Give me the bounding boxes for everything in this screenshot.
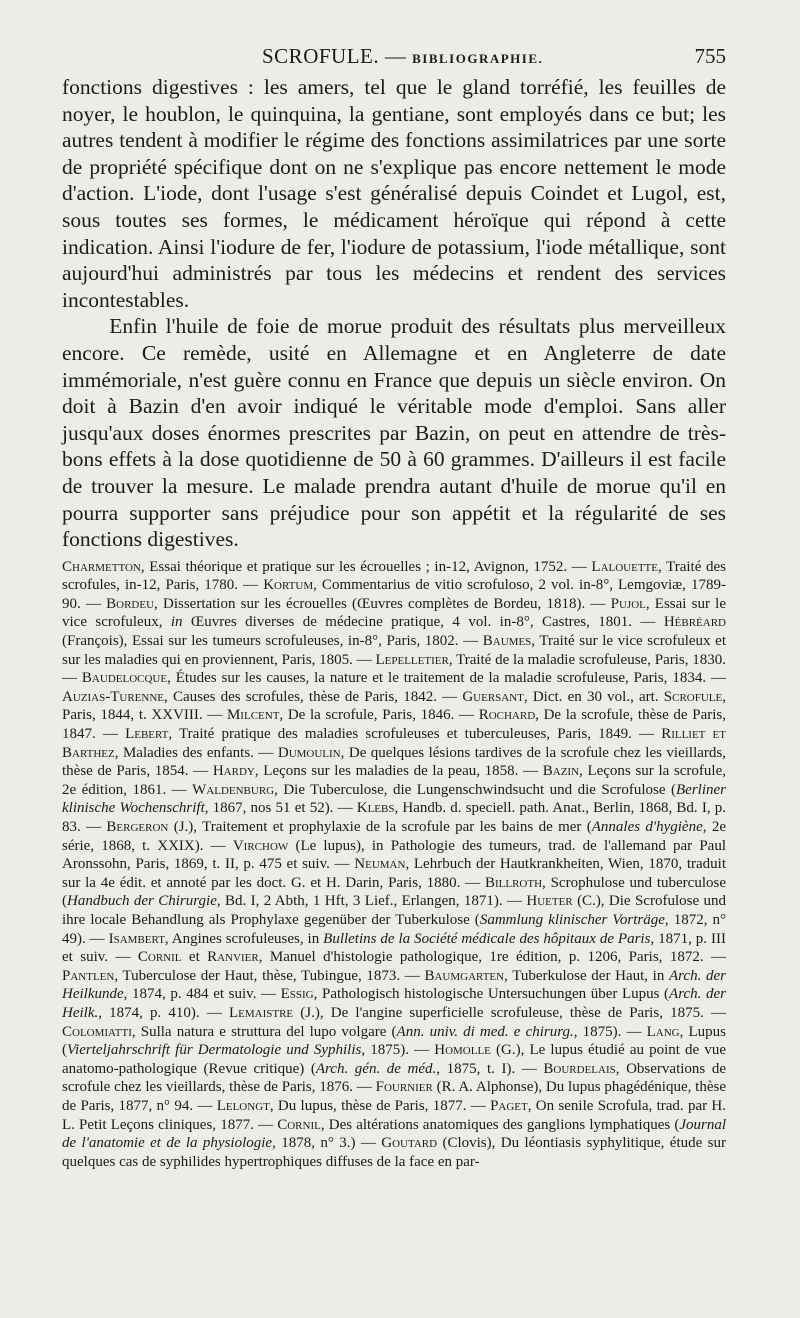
bibliography-text: , Die Tuberculose, die Lungenschwindsucht und die Scrofulose ( [274,781,676,798]
header-section: BIBLIOGRAPHIE. [412,51,544,66]
author-name: Colomiatti [62,1023,132,1040]
author-name: Essig [280,986,314,1003]
bibliography-text: , Traité des scrofules, in-12, Paris, 1780. — [62,558,726,594]
author-name: Milcent [226,707,280,724]
bibliography-text: , 1875). — [361,1042,435,1059]
running-header [62,44,726,74]
body-text [62,74,726,553]
bibliography-text: (R. A. Alphonse), Du lupus phagédénique, thèse de Paris, 1877, n° 94. — [62,1079,726,1114]
publication-title: Sammlung klinischer Vorträge [479,911,665,928]
bibliography-text: , 1874, p. 484 et suiv. — [123,986,281,1003]
author-name: Homolle [434,1042,491,1059]
author-name: Hébréard [663,614,726,631]
bibliography-text: , Handb. d. speciell. path. Anat., Berlin, 1868, Bd. I, p. 83. — [62,800,726,835]
bibliography-text: , 1872, n° 49). — [62,911,727,947]
bibliography-text: , 2e série, 1868, t. XXIX). — [62,819,726,854]
bibliography-text: , Dissertation sur les écrouelles (Œuvres complètes de Bordeu, 1818). — [154,595,611,612]
author-name: Bordeu [106,595,155,612]
author-name: Virchow [232,837,289,854]
bibliography-text: , Lupus ( [62,1023,726,1059]
bibliography-text: , Essai sur le vice scrofuleux, [62,595,727,631]
author-name: Isambert [108,930,165,947]
author-name: Lalouette [591,558,658,575]
bibliography-text: , Commentarius de vitio scrofuloso, 2 vol. in-8°, Lemgoviæ, 1789-90. — [62,577,726,612]
author-name: Kortum [263,577,314,594]
bibliography-text: (J.), De l'angine superficielle scrofuleuse, thèse de Paris, 1875. — [293,1004,726,1021]
bibliography-text: , Traité pratique des maladies scrofuleuses et tuberculeuses, Paris, 1849. — [168,726,662,743]
bibliography-text: , Causes des scrofules, thèse de Paris, 1842. — [164,688,463,705]
author-name: Rilliet et Barthez [62,726,726,761]
bibliography-text: , Paris, 1844, t. XXVIII. — [62,688,726,724]
author-name: Klebs [356,800,395,817]
header-title: SCROFULE. [262,44,380,68]
author-name: Hueter [526,893,573,910]
bibliography-text: , Lehrbuch der Hautkrankheiten, Wien, 1870, traduit sur la 4e édit. et annoté par les doct. G. et H. Darin, Paris, 1880. — [62,856,726,891]
bibliography-text: , Angines scrofuleuses, in [164,930,324,947]
publication-title: Berliner klinische Wochenschrift [62,781,726,817]
author-name: Scrofule [663,688,723,705]
paragraph-continuation: fonctions digestives : les amers, tel que le gland torréfié, les feuilles de noyer, le houblon, le quinquina, la gentiane, sont employés dans ce but; les autres tendent à modifier le régime des fonctions assimilatrices par une sorte de propriété spécifique dont on ne s'explique pas encore nettement le mode d'action. L'iode, dont l'usage s'est généralisé depuis Coindet et Lugol, est, sous toutes ses formes, le médicament héroïque qui répond à cette indication. Ainsi l'iodure de fer, l'iodure de potassium, l'iode métallique, sont aujourd'hui administrés par tous les médecins et rendent des services incontestables. [62,75,726,312]
bibliography-text: , On senile Scrofula, trad. par H. L. Petit Leçons cliniques, 1877. — [62,1097,726,1133]
header-separator: — [379,44,413,68]
bibliography-text: , Tuberculose der Haut, thèse, Tubingue, 1873. — [114,967,425,984]
bibliography-text: , Du lupus, thèse de Paris, 1877. — [269,1097,491,1114]
bibliography-text: , Observations de scrofule chez les vieillards, thèse de Paris, 1876. — [62,1060,726,1096]
author-name: Hardy [212,763,255,780]
publication-title: Annales d'hygiène [591,819,703,835]
bibliography-text: , Pathologisch histologische Untersuchungen über Lupus ( [313,986,670,1003]
author-name: Lepelletier [375,651,449,668]
author-name: Bazin [542,763,580,780]
author-name: Pantlen [62,967,115,984]
bibliography-text: , Études sur les causes, la nature et le traitement de la maladie scrofuleuse, Paris, 1834. — [167,670,726,687]
author-name: Fournier [375,1079,433,1096]
bibliography-text: , 1875, t. I). — [436,1060,544,1077]
bibliography-text: , Scrophulose und tuberculose ( [62,874,726,910]
author-name: Lelongt [216,1097,270,1114]
publication-title: Arch. gén. de méd. [315,1060,437,1077]
publication-title: Ann. univ. di med. e chirurg. [396,1023,574,1040]
bibliography-text: et [181,949,208,966]
author-name: Lemaistre [228,1004,294,1021]
author-name: Pujol [610,595,646,612]
page-number: 755 [694,44,726,68]
bibliography-paragraph [62,558,726,1172]
author-name: Dumoulin [277,744,341,761]
author-name: Lang [646,1023,680,1040]
bibliography [62,558,726,1172]
author-name: Bourdelais [543,1060,616,1077]
bibliography-text: , 1878, n° 3.) — [272,1135,382,1152]
bibliography-text: , 1871, p. III et suiv. — [62,930,726,966]
publication-title: Vierteljahrschrift für Dermatologie und Syphilis [67,1042,362,1059]
bibliography-text: , 1867, nos 51 et 52). — [204,800,357,817]
bibliography-text: , Maladies des enfants. — [114,744,278,761]
bibliography-text: , Des altérations anatomiques des ganglions lymphatiques ( [320,1116,680,1133]
author-name: Ranvier [207,949,259,966]
author-name: Billroth [484,874,543,891]
author-name: Paget [490,1097,528,1114]
author-name: Rochard [478,707,536,724]
author-name: Waldenburg [192,781,275,798]
document-page [62,44,726,1171]
author-name: Cornil [137,949,182,966]
bibliography-text: , Leçons sur la scrofule, 2e édition, 1861. — [62,763,726,798]
bibliography-text: , Essai théorique et pratique sur les écrouelles ; in-12, Avignon, 1752. — [140,558,592,575]
author-name: Charmetton [62,558,141,575]
author-name: Neuman [354,856,406,873]
bibliography-text: , 1874, p. 410). — [98,1004,229,1021]
bibliography-text: , Dict. en 30 vol., art. [523,688,664,705]
publication-title: in [170,614,183,631]
bibliography-text: , Leçons sur les maladies de la peau, 1858. — [254,763,543,780]
author-name: Baumgarten [424,967,505,984]
bibliography-text: , 1875). — [573,1023,647,1040]
bibliography-text: , Manuel d'histologie pathologique, 1re édition, p. 1206, Paris, 1872. — [258,949,727,966]
author-name: Cornil [277,1116,321,1133]
bibliography-text: , Traité sur le vice scrofuleux et sur les maladies qui en proviennent, Paris, 1805. — [62,633,726,668]
author-name: Baudelocque [81,670,168,687]
paragraph-cod-liver-oil: Enfin l'huile de foie de morue produit des résultats plus merveilleux encore. Ce remède, usité en Allemagne et en Angleterre de date immémoriale, n'est guère connu en France que depuis un siècle environ. On doit à Bazin d'en avoir indiqué le véritable mode d'emploi. Sans aller jusqu'aux doses énormes prescrites par Bazin, on peut en attendre de très-bons effets à la dose quotidienne de 50 à 60 grammes. D'ailleurs il est facile de trouver la mesure. Le malade prendra autant d'huile de morue qu'il en pourra supporter sans préjudice pour son appétit et la régularité de ses fonctions digestives. [62,314,726,552]
bibliography-text: Œuvres diverses de médecine pratique, 4 vol. in-8°, Castres, 1801. — [182,614,664,631]
author-name: Baumes [482,633,532,650]
bibliography-text: (Clovis), Du léontiasis syphylitique, étude sur quelques cas de syphilides hypertrophiques diffuses de la face en par- [62,1135,727,1170]
author-name: Goutard [381,1135,438,1152]
author-name: Bergeron [106,819,169,835]
publication-title: Arch. der Heilk. [62,986,726,1021]
bibliography-text: , Tuberkulose der Haut, in [504,967,669,984]
bibliography-text: (C.), Die Scrofulose und ihre locale Behandlung als Prophylaxe gegenüber der Tuberkulose ( [62,893,726,928]
bibliography-text: , Traité de la maladie scrofuleuse, Paris, 1830. — [62,651,726,687]
bibliography-text: , De quelques lésions tardives de la scrofule chez les vieillards, thèse de Paris, 1854. — [62,744,726,780]
bibliography-text: (Le lupus), in Pathologie des tumeurs, trad. de l'allemand par Paul Aronssohn, Paris, 1869, t. II, p. 475 et suiv. — [62,837,726,873]
publication-title: Bulletins de la Société médicale des hôpitaux de Paris [323,930,651,947]
bibliography-text: , De la scrofule, thèse de Paris, 1847. — [62,707,726,743]
bibliography-text: , Bd. I, 2 Abth, 1 Hft, 3 Lief., Erlangen, 1871). — [216,893,527,910]
publication-title: Handbuch der Chirurgie [67,893,217,910]
author-name: Guersant [462,688,524,705]
bibliography-text: , Sulla natura e struttura del lupo volgare ( [131,1023,397,1040]
bibliography-text: , De la scrofule, Paris, 1846. — [279,707,479,724]
bibliography-text: (G.), Le lupus étudié au point de vue anatomo-pathologique (Revue critique) ( [62,1042,726,1077]
publication-title: Arch. der Heilkunde [62,967,726,1003]
bibliography-text: (J.), Traitement et prophylaxie de la scrofule par les bains de mer ( [168,819,592,835]
running-title [262,44,543,69]
author-name: Auzias-Turenne [62,688,164,705]
author-name: Lebert [125,726,169,743]
bibliography-text: (François), Essai sur les tumeurs scrofuleuses, in-8°, Paris, 1802. — [62,633,483,650]
publication-title: Journal de l'anatomie et de la physiologie [62,1116,726,1152]
